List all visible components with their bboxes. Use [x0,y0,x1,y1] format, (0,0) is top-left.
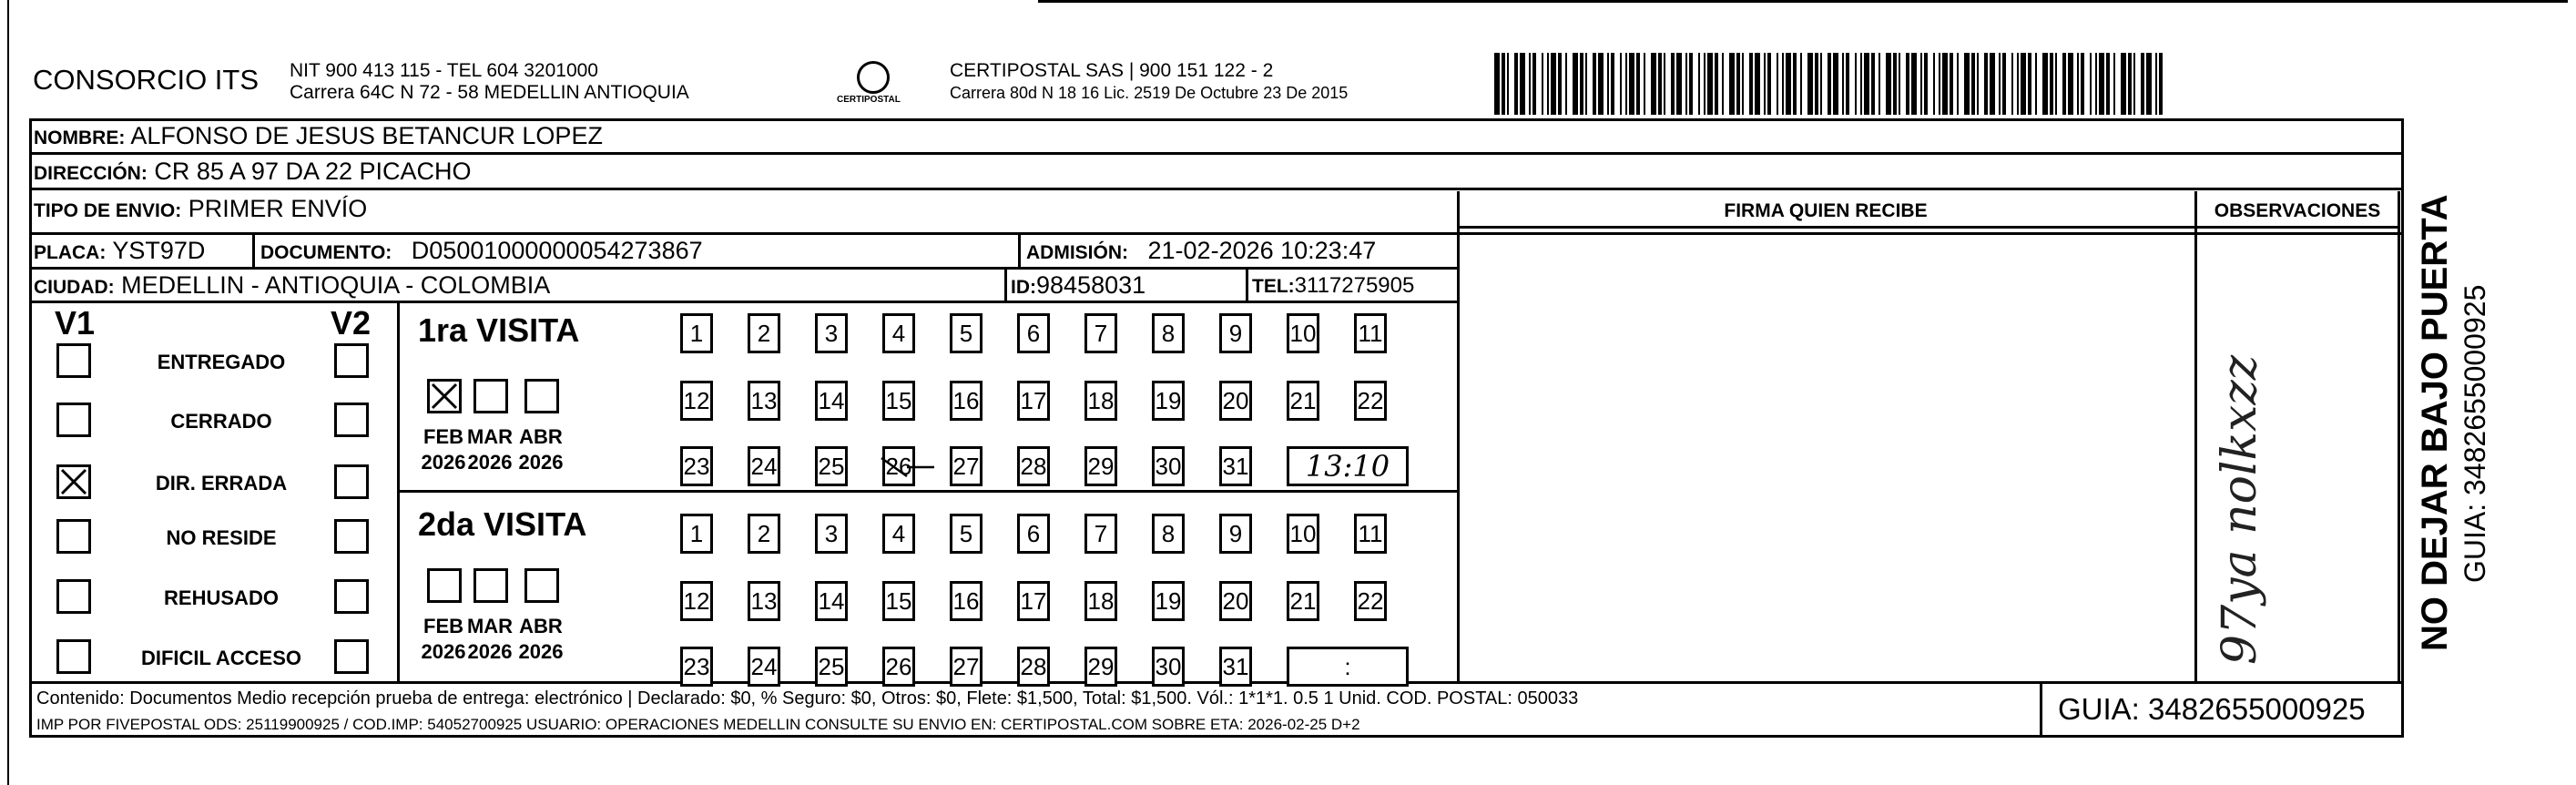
month-year: 2026 [518,640,564,663]
barcode-bar [1893,53,1897,115]
barcode-bar [2090,53,2092,115]
day-box: 22 [1354,381,1387,421]
barcode-bar [1971,53,1975,115]
nombre-label: NOMBRE: [34,127,126,148]
barcode-bar [1611,53,1614,115]
barcode-bar [2128,53,2132,115]
ciudad-label: CIUDAD: [34,277,115,298]
month-label [514,614,568,665]
barcode-bar [1676,53,1682,115]
top-edge-line [1038,0,2568,3]
day-box: 30 [1152,647,1185,687]
day-box: 19 [1152,381,1185,421]
placa-label: PLACA: [34,242,107,263]
status-label: REHUSADO [164,586,279,609]
barcode-bar [1871,53,1875,115]
month-name: FEB [423,425,463,448]
barcode-bar [1529,53,1531,115]
id-label: ID: [1011,277,1036,298]
month-checkbox [473,568,508,603]
direccion-label: DIRECCIÓN: [34,163,148,184]
barcode-bar [2133,53,2135,115]
day-box: 19 [1152,581,1185,621]
id-row [1011,271,1145,300]
obs-right-divider [2398,191,2400,683]
day-box: 24 [748,446,780,486]
barcode-bar [1689,53,1693,115]
day-box: 18 [1084,381,1117,421]
barcode-bar [2011,53,2013,115]
barcode-bar [1707,53,1713,115]
barcode-bar [2141,53,2144,115]
company-nit: NIT 900 413 115 - TEL 604 3201000 [290,60,598,81]
tel-divider [1246,267,1248,301]
ciudad-row [34,271,550,300]
id-divider [1004,267,1007,301]
barcode-bar [1636,53,1640,115]
day-box: 28 [1017,647,1050,687]
tel-label: TEL: [1252,276,1295,297]
barcode-bar [2028,53,2031,115]
company-name: CONSORCIO ITS [33,64,260,96]
barcode-bar [1924,53,1928,115]
barcode-bar [1939,53,1940,115]
day-box: 6 [1017,514,1050,554]
day-box: 27 [950,647,983,687]
day-box: 21 [1287,381,1319,421]
barcode-bar [1999,53,2001,115]
day-box: 23 [680,647,713,687]
admision-value: 21-02-2026 10:23:47 [1147,237,1377,264]
barcode-bar [1755,53,1760,115]
barcode-bar [1532,53,1536,115]
barcode-bar [1607,53,1609,115]
row-divider [29,188,2404,190]
day-box: 30 [1152,446,1185,486]
barcode-bar [1742,53,1744,115]
barcode-bar [1815,53,1818,115]
row-divider [29,232,2404,235]
tipo-envio-row [34,195,367,223]
barcode-bar [1685,53,1687,115]
day-box: 16 [950,381,983,421]
barcode-bar [1879,53,1880,115]
barcode-bar [2002,53,2006,115]
tipo-envio-label: TIPO DE ENVIO: [34,200,182,221]
carrier-license: Carrera 80d N 18 16 Lic. 2519 De Octubre 23 De 2015 [950,84,1349,102]
barcode-bar [1625,53,1627,115]
day-box: 20 [1219,381,1252,421]
day-box: 4 [882,514,915,554]
barcode-bar [1886,53,1891,115]
status-v2-checkbox [334,343,369,378]
status-label: DIFICIL ACCESO [140,647,301,669]
visit-time-box: 13:10 [1287,446,1409,486]
barcode-bar [1664,53,1665,115]
status-v1-checkbox [56,464,91,499]
day-box: 28 [1017,446,1050,486]
logo-text: CERTIPOSTAL [837,95,901,105]
barcode-bar [1551,53,1556,115]
barcode-bar [1793,53,1797,115]
barcode-bar [2106,53,2110,115]
day-box: 3 [815,313,848,353]
month-checkbox [427,568,462,603]
tel-value: 3117275905 [1294,273,1415,298]
barcode-bar [1502,53,1505,115]
barcode-bar [2155,53,2157,115]
row-divider [29,301,1459,303]
day-box: 29 [1084,446,1117,486]
v1-label: V1 [55,304,96,342]
nombre-value: ALFONSO DE JESUS BETANCUR LOPEZ [130,122,603,149]
strike-mark-icon [878,449,942,485]
barcode-bar [1547,53,1549,115]
barcode-bar [1864,53,1869,115]
barcode-bar [1899,53,1900,115]
barcode-bar [1507,53,1509,115]
day-box: 20 [1219,581,1252,621]
side-guia: GUIA: 3482655000925 [2459,284,2491,583]
day-box: 5 [950,514,983,554]
barcode-bar [1820,53,1822,115]
visit2-title: 2da VISITA [418,505,587,543]
day-box: 1 [680,313,713,353]
month-checkbox [427,379,462,413]
barcode-bar [1736,53,1740,115]
barcode-bar [2050,53,2053,115]
month-year: 2026 [421,640,466,663]
admision-row [1026,237,1376,265]
barcode-bar [1767,53,1771,115]
day-box: 14 [815,581,848,621]
day-box: 21 [1287,581,1319,621]
day-box: 9 [1219,313,1252,353]
barcode-bar [1977,53,1979,115]
status-v2-checkbox [334,579,369,614]
documento-row [260,237,703,265]
day-box: 6 [1017,313,1050,353]
barcode-bar [1990,53,1995,115]
day-box: 2 [748,313,780,353]
carrier-info [950,60,1348,104]
id-value: 98458031 [1036,271,1146,299]
company-info [290,60,689,104]
day-box: 16 [950,581,983,621]
barcode-bar [1782,53,1784,115]
admision-label: ADMISIÓN: [1026,242,1128,263]
day-box: 17 [1017,381,1050,421]
barcode-bar [2068,53,2073,115]
status-v2-checkbox [334,519,369,554]
placa-row [34,237,205,265]
day-box: 11 [1354,514,1387,554]
footer-guia: GUIA: 3482655000925 [2058,692,2366,726]
day-box: 1 [680,514,713,554]
barcode-bar [1920,53,1922,115]
barcode-bar [1729,53,1735,115]
check-x-icon [59,467,88,496]
barcode-bar [1573,53,1578,115]
day-box: 5 [950,313,983,353]
barcode-bar [1906,53,1909,115]
barcode-bar [1846,53,1849,115]
barcode-bar [1593,53,1596,115]
observaciones-header: OBSERVACIONES [2214,200,2381,221]
footer-line2: IMP POR FIVEPOSTAL ODS: 25119900925 / COD.IMP: 54052700925 USUARIO: OPERACIONES MEDELLIN CONSULTE SU ENVIO EN: CERTIPOSTAL.COM SOBRE ETA: 2026-02-25 D+2 [36,716,1360,733]
certipostal-logo-icon [857,61,890,94]
barcode-bar [1764,53,1766,115]
day-box: 9 [1219,514,1252,554]
barcode-bar [1565,53,1567,115]
month-name: MAR [466,615,514,637]
month-checkbox [524,379,559,413]
barcode-bar [1828,53,1831,115]
barcode-bar [1942,53,1948,115]
status-v1-checkbox [56,579,91,614]
barcode-bar [2146,53,2152,115]
admision-divider [1018,232,1021,269]
month-checkbox [524,568,559,603]
day-box: 2 [748,514,780,554]
barcode-bar [1629,53,1634,115]
barcode-bar [1558,53,1562,115]
carrier-name: CERTIPOSTAL SAS | 900 151 122 - 2 [950,60,1274,81]
left-edge-line [7,0,9,785]
day-box: 25 [815,446,848,486]
day-box: 7 [1084,313,1117,353]
status-v2-checkbox [334,639,369,674]
footer-guia-divider [2040,681,2042,738]
barcode-bar [1786,53,1791,115]
month-name: MAR [466,425,514,448]
row-divider [29,152,2404,155]
nombre-row [34,122,603,150]
barcode-bar [2021,53,2026,115]
barcode-bar [1715,53,1718,115]
barcode-bar [1933,53,1935,115]
visit1-title: 1ra VISITA [418,311,580,349]
visit-divider [397,490,1459,493]
barcode-bar [1651,53,1656,115]
observaciones-handwriting: 97ya nolkxzz [2213,354,2267,665]
month-year: 2026 [421,451,466,474]
barcode-bar [2081,53,2084,115]
barcode-bar [2062,53,2066,115]
day-box: 12 [680,381,713,421]
day-box: 11 [1354,313,1387,353]
column-header-divider [1457,226,2399,229]
barcode-bar [1749,53,1753,115]
barcode-bar [2035,53,2037,115]
status-label: DIR. ERRADA [155,472,288,494]
status-v1-checkbox [56,639,91,674]
barcode-bar [1542,53,1543,115]
month-year: 2026 [467,640,513,663]
direccion-value: CR 85 A 97 DA 22 PICACHO [154,158,472,185]
barcode-bar [1722,53,1724,115]
barcode-bar [2159,53,2163,115]
month-label [514,424,568,475]
day-box [882,446,915,486]
obs-divider [2194,191,2197,683]
barcode-bar [1957,53,1959,115]
visit-time-box: : [1287,647,1409,687]
day-box: 14 [815,381,848,421]
day-box: 17 [1017,581,1050,621]
day-box: 31 [1219,446,1252,486]
status-v2-checkbox [334,403,369,437]
day-box: 15 [882,381,915,421]
month-year: 2026 [518,451,564,474]
day-box: 7 [1084,514,1117,554]
barcode-bar [1580,53,1583,115]
day-box: 12 [680,581,713,621]
barcode-bar [2095,53,2097,115]
barcode-bar [1800,53,1802,115]
check-x-icon [430,382,459,411]
status-v2-checkbox [334,464,369,499]
day-box: 8 [1152,514,1185,554]
barcode-bar [1658,53,1662,115]
month-label [463,424,517,475]
barcode-bar [2121,53,2126,115]
barcode-bar [2099,53,2104,115]
month-name: ABR [519,615,563,637]
day-box: 3 [815,514,848,554]
month-name: ABR [519,425,563,448]
day-box: 18 [1084,581,1117,621]
v2-label: V2 [331,304,372,342]
day-box: 8 [1152,313,1185,353]
barcode-bar [1964,53,1970,115]
barcode-bar [1494,53,1500,115]
barcode-bar [1911,53,1917,115]
barcode-bar [1860,53,1862,115]
row-divider [29,267,1459,270]
barcode-bar [1842,53,1844,115]
day-box: 29 [1084,647,1117,687]
status-v1-checkbox [56,403,91,437]
tel-row [1252,273,1414,299]
company-address: Carrera 64C N 72 - 58 MEDELLIN ANTIOQUIA [290,82,689,103]
day-box: 10 [1287,313,1319,353]
day-box: 31 [1219,647,1252,687]
barcode-bar [1984,53,1988,115]
documento-label: DOCUMENTO: [260,242,392,263]
status-v1-checkbox [56,519,91,554]
day-number: 26 [885,453,912,480]
month-label [463,614,517,665]
status-v1-checkbox [56,343,91,378]
placa-divider [252,232,255,269]
day-box: 10 [1287,514,1319,554]
barcode-bar [2077,53,2079,115]
status-label: NO RESIDE [166,526,277,549]
firma-divider [1457,191,1460,683]
barcode [1494,53,2174,115]
day-box: 24 [748,647,780,687]
barcode-bar [1644,53,1645,115]
barcode-bar [1598,53,1604,115]
day-box: 22 [1354,581,1387,621]
firma-header: FIRMA QUIEN RECIBE [1724,200,1928,221]
status-label: CERRADO [170,410,272,433]
barcode-bar [2017,53,2019,115]
barcode-bar [1855,53,1857,115]
barcode-bar [1585,53,1587,115]
footer-line1: Contenido: Documentos Medio recepción prueba de entrega: electrónico | Declarado: $0, % Seguro: $0, Otros: $0, Flete: $1,500, Total: $1,500. Vól.: 1*1*1. 0.5 1 Unid. COD. POSTAL: 050033 [36,688,1579,709]
day-box: 26 [882,647,915,687]
barcode-bar [2055,53,2057,115]
barcode-bar [1514,53,1518,115]
direccion-row [34,158,472,186]
day-box: 15 [882,581,915,621]
day-box: 13 [748,381,780,421]
barcode-bar [1777,53,1778,115]
day-box: 27 [950,446,983,486]
day-box: 25 [815,647,848,687]
barcode-bar [2042,53,2048,115]
day-box: 4 [882,313,915,353]
tipo-envio-value: PRIMER ENVÍO [188,195,368,222]
barcode-bar [2113,53,2115,115]
side-title: NO DEJAR BAJO PUERTA [2415,194,2455,651]
documento-value: D05001000000054273867 [411,237,703,264]
ciudad-value: MEDELLIN - ANTIOQUIA - COLOMBIA [121,271,551,299]
barcode-bar [1671,53,1675,115]
footer-divider [29,681,2404,684]
day-box: 23 [680,446,713,486]
status-label: ENTREGADO [157,351,286,373]
barcode-bar [1520,53,1525,115]
barcode-bar [1704,53,1705,115]
barcode-bar [1833,53,1838,115]
placa-value: YST97D [112,237,206,264]
barcode-bar [1807,53,1813,115]
month-name: FEB [423,615,463,637]
day-box: 13 [748,581,780,621]
barcode-bar [1620,53,1622,115]
barcode-bar [1698,53,1700,115]
month-checkbox [473,379,508,413]
barcode-bar [1950,53,1953,115]
month-year: 2026 [467,451,513,474]
